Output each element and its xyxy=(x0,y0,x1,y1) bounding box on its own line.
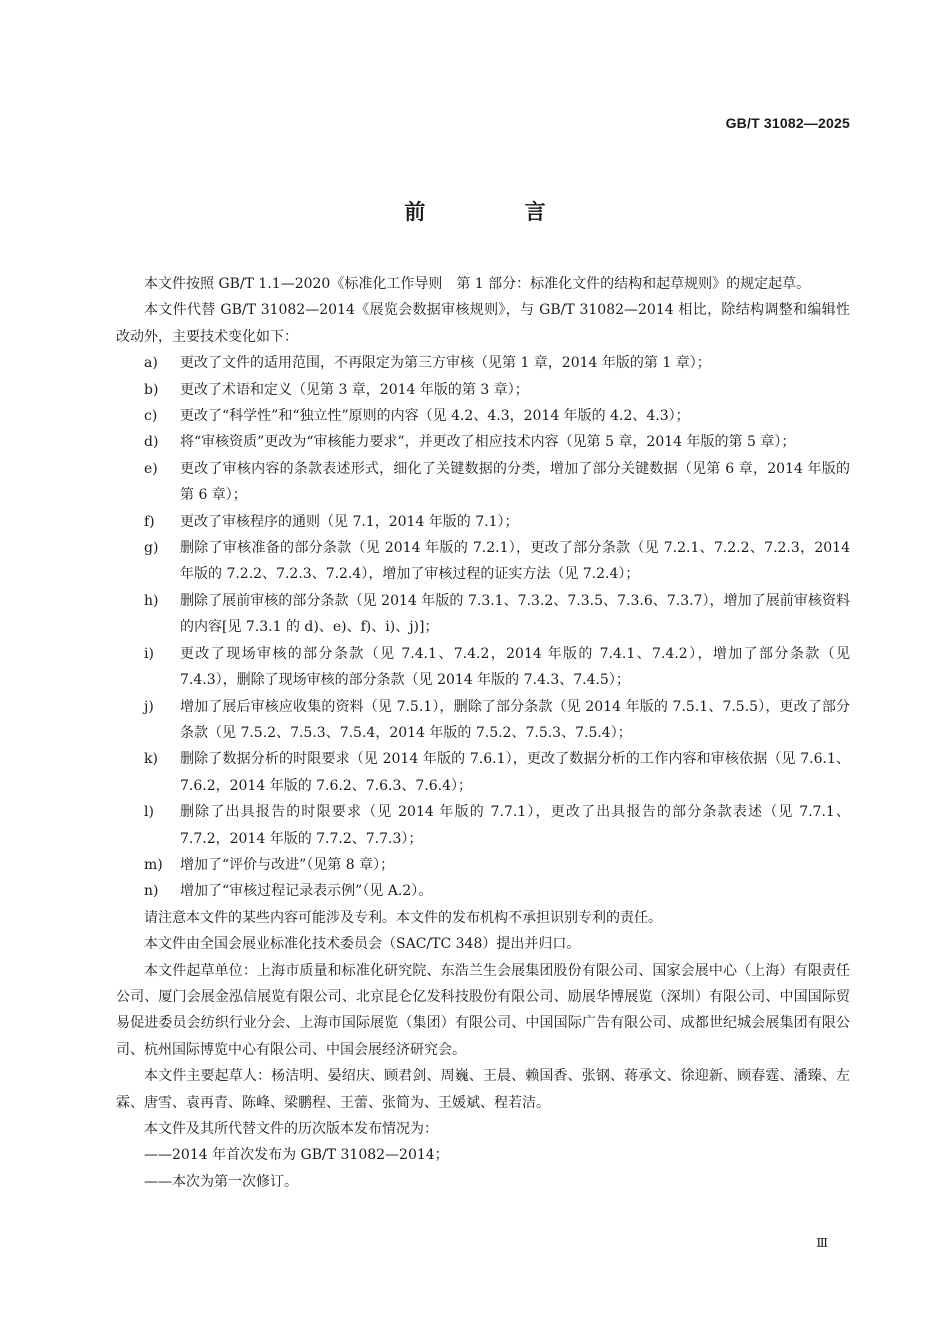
list-item xyxy=(116,403,850,429)
list-item-text: 增加了“审核过程记录表示例”（见 A.2）。 xyxy=(180,883,433,900)
list-item xyxy=(116,588,850,641)
list-item xyxy=(116,694,850,747)
list-item xyxy=(116,350,850,376)
list-item-text: 更改了“科学性”和“独立性”原则的内容（见 4.2、4.3，2014 年版的 4.2、4.3）； xyxy=(180,408,690,425)
document-code: GB/T 31082—2025 xyxy=(725,115,850,131)
changes-list xyxy=(116,350,850,905)
patent-notice: 请注意本文件的某些内容可能涉及专利。本文件的发布机构不承担识别专利的责任。 xyxy=(144,909,662,926)
list-item-text: 增加了展后审核应收集的资料（见 7.5.1），删除了部分条款（见 2014 年版的 7.5.1、7.5.5），更改了部分条款（见 7.5.2、7.5.3、7.5.4，2014 年版的 7.5.2、7.5.3、7.5.4）； xyxy=(180,698,850,741)
list-item xyxy=(116,852,850,878)
list-marker: i) xyxy=(144,645,154,662)
list-item-text: 更改了现场审核的部分条款（见 7.4.1、7.4.2，2014 年版的 7.4.1、7.4.2），增加了部分条款（见 7.4.3），删除了现场审核的部分条款（见 2014 年版的 7.4.3、7.4.5）； xyxy=(180,645,850,689)
list-marker: n) xyxy=(144,883,159,900)
proposer-statement: 本文件由全国会展业标准化技术委员会（SAC/TC 348）提出并归口。 xyxy=(144,936,581,953)
list-item xyxy=(116,429,850,455)
page-title: 前 言 xyxy=(404,200,592,224)
history-item: ——本次为第一次修订。 xyxy=(144,1173,298,1190)
list-marker: k) xyxy=(144,751,158,768)
list-item-text: 删除了审核准备的部分条款（见 2014 年版的 7.2.1），更改了部分条款（见 7.2.1、7.2.2、7.2.3，2014 年版的 7.2.2、7.2.3、7.2.4），增加了审核过程的证实方法（见 7.2.4）； xyxy=(180,540,850,583)
list-item xyxy=(116,509,850,535)
history-intro: 本文件及其所代替文件的历次版本发布情况为： xyxy=(144,1121,438,1137)
list-item-text: 删除了出具报告的时限要求（见 2014 年版的 7.7.1），更改了出具报告的部分条款表述（见 7.7.1、7.7.2，2014 年版的 7.7.2、7.7.3）； xyxy=(180,804,850,847)
list-item xyxy=(116,878,850,904)
list-marker: h) xyxy=(144,592,159,609)
preface-body xyxy=(116,271,850,1195)
list-item xyxy=(116,641,850,694)
list-marker: g) xyxy=(144,540,159,557)
list-marker: a) xyxy=(144,355,158,372)
list-marker: m) xyxy=(144,856,163,873)
list-marker: l) xyxy=(144,804,154,821)
list-marker: d) xyxy=(144,434,159,451)
list-marker: e) xyxy=(144,460,158,477)
history-item: ——2014 年首次发布为 GB/T 31082—2014； xyxy=(144,1147,449,1164)
list-item-text: 更改了术语和定义（见第 3 章，2014 年版的第 3 章）； xyxy=(180,381,529,398)
list-marker: f) xyxy=(144,513,155,530)
drafters: 本文件主要起草人：杨洁明、晏绍庆、顾君剑、周巍、王晨、赖国香、张钢、蒋承文、徐迎新、顾春霆、潘臻、左霖、唐雪、袁再青、陈峰、梁鹏程、王蕾、张简为、王媛斌、程若洁。 xyxy=(116,1068,850,1111)
list-item-text: 更改了审核内容的条款表述形式，细化了关键数据的分类，增加了部分关键数据（见第 6 章，2014 年版的第 6 章）； xyxy=(180,460,850,504)
list-item xyxy=(116,799,850,852)
list-item-text: 更改了审核程序的通则（见 7.1，2014 年版的 7.1）； xyxy=(180,513,519,530)
paragraph: 本文件按照 GB/T 1.1—2020《标准化工作导则 第 1 部分：标准化文件的结构和起草规则》的规定起草。 xyxy=(144,276,811,292)
list-item xyxy=(116,456,850,509)
list-item xyxy=(116,746,850,799)
drafting-units: 本文件起草单位：上海市质量和标准化研究院、东浩兰生会展集团股份有限公司、国家会展中心（上海）有限责任公司、厦门会展金泓信展览有限公司、北京昆仑亿发科技股份有限公司、励展华博展览（深圳）有限公司、中国国际贸易促进委员会纺织行业分会、上海市国际展览（集团）有限公司、中国国际广告有限公司、成都世纪城会展集团有限公司、杭州国际博览中心有限公司、中国会展经济研究会。 xyxy=(116,962,850,1058)
list-item xyxy=(116,535,850,588)
page-number: Ⅲ xyxy=(816,1236,828,1250)
paragraph: 本文件代替 GB/T 31082—2014《展览会数据审核规则》，与 GB/T 31082—2014 相比，除结构调整和编辑性改动外，主要技术变化如下： xyxy=(116,302,850,345)
list-marker: b) xyxy=(144,381,159,398)
list-item xyxy=(116,377,850,403)
list-marker: j) xyxy=(144,698,154,715)
list-item-text: 删除了数据分析的时限要求（见 2014 年版的 7.6.1），更改了数据分析的工作内容和审核依据（见 7.6.1、7.6.2，2014 年版的 7.6.2、7.6.3、7.6.4）； xyxy=(180,751,850,794)
list-item-text: 增加了“评价与改进”（见第 8 章）； xyxy=(180,856,395,873)
list-item-text: 更改了文件的适用范围，不再限定为第三方审核（见第 1 章，2014 年版的第 1 章）； xyxy=(180,355,711,372)
list-item-text: 删除了展前审核的部分条款（见 2014 年版的 7.3.1、7.3.2、7.3.5、7.3.6、7.3.7），增加了展前审核资料的内容[见 7.3.1 的 d)、e)、f)、i)、j)]； xyxy=(180,592,850,636)
list-marker: c) xyxy=(144,408,158,425)
list-item-text: 将“审核资质”更改为“审核能力要求”，并更改了相应技术内容（见第 5 章，2014 年版的第 5 章）； xyxy=(180,434,796,451)
